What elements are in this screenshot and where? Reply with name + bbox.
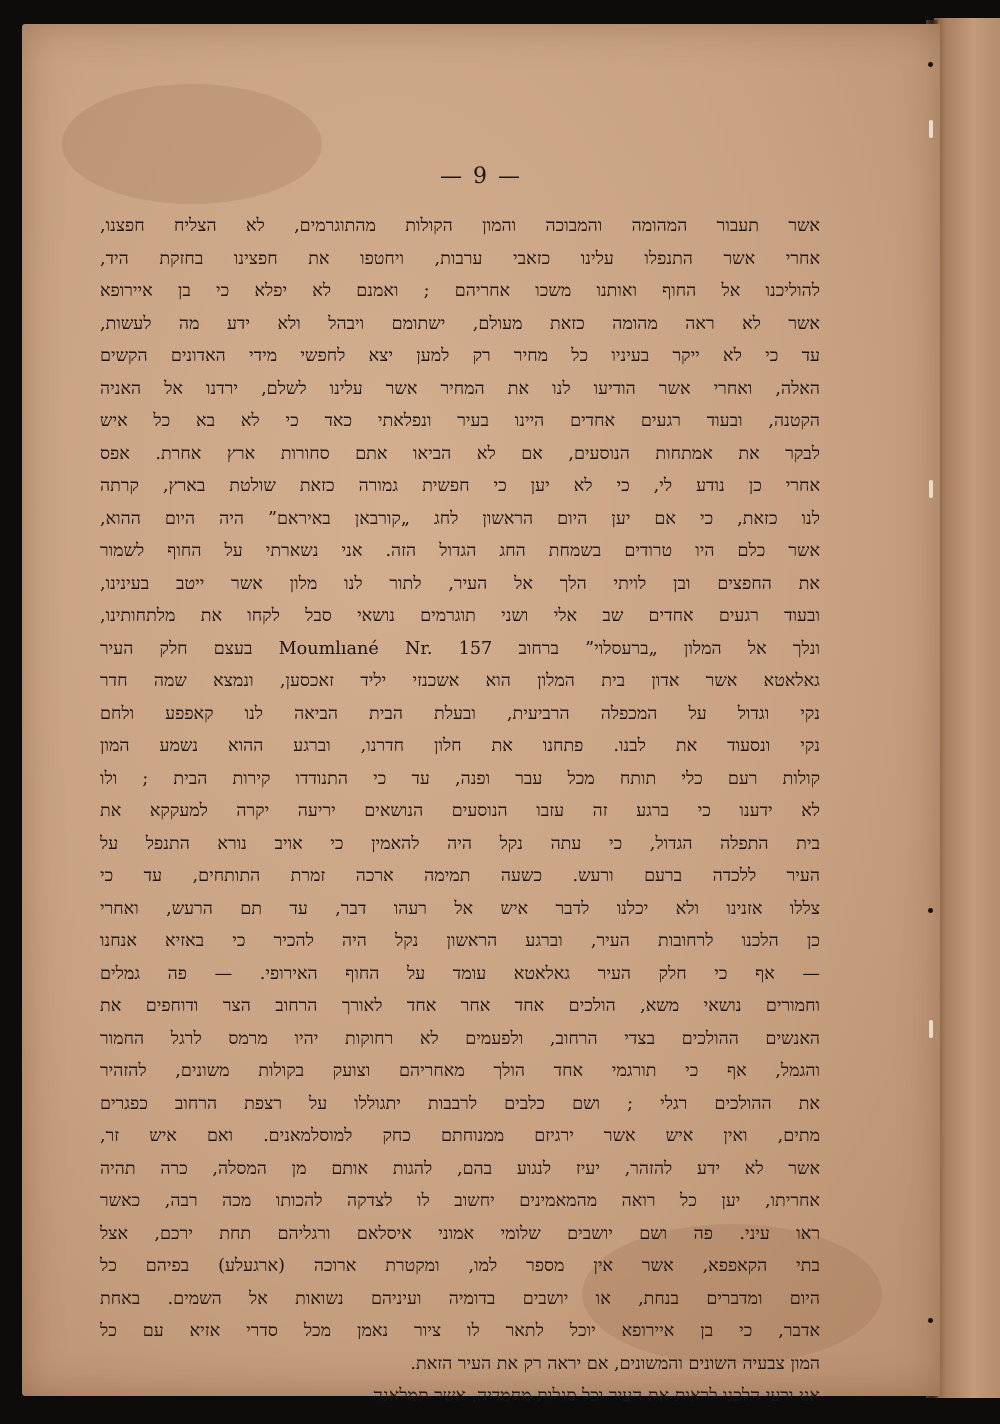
binding-mark <box>928 62 933 67</box>
text-line: הקטנה, ובעוד רגעים אחדים היינו בעיר ונפלאתי כאד כי לא בא כל איש <box>100 411 820 431</box>
text-line: את ההולכים רגלי ; ושם כלבים לרבבות יתגוללו על רצפת הרחוב כפגרים <box>100 1093 820 1114</box>
binding-stitch <box>929 1020 933 1038</box>
text-line: את החפצים ובן לויתי הלך אל העיר, לתור לנו מלון אשר ייטב בעינינו, <box>100 573 820 594</box>
text-line: אחרי כן נודע לי, כי לא יען כי חפשית גמורה כזאת שולטת בארץ, קרתה <box>100 476 820 496</box>
text-line: להוליכנו אל החוף ואותנו משכו אחריהם ; ואמנם לא יפלא כי בן איירופא <box>100 281 820 301</box>
text-line: והגמל, אף כי תורגמי אחד הולך מאחריהם וצועק בקולות משונים, להזהיר <box>100 1061 820 1081</box>
binding-mark <box>928 908 933 913</box>
text-line: ונלך אל המלון „ברעסלוי” ברחוב Moumlıané Nr. 157 בעצם חלק העיר <box>100 638 820 659</box>
text-line: אשר כלם היו טרודים בשמחת החג הגדול הזה. אני נשארתי על החוף לשמור <box>100 541 820 561</box>
text-line: העיר ללכדה ברעם ורעש. כשעה תמימה ארכה זמרת התותחים, עד כי <box>100 866 820 886</box>
text-line: היום ומדברים בנחת, או יושבים בדומיה ועיניהם נשואות אל השמים. באחת <box>100 1288 820 1309</box>
text-line: ובעוד רגעים אחדים שב אלי ושני תוגרמים נושאי סבל לקחו את מלתחותינו, <box>100 606 820 626</box>
text-line: וחמורים נושאי משא, הולכים אחד אחר אחד לאורך הרחוב הצר ודוחפים את <box>100 996 820 1016</box>
text-line: לא ידענו כי ברגע זה עזבו הנוסעים הנושאים יריעה יקרה למעקקא את <box>100 801 820 821</box>
text-line: אדבר, כי בן איירופא יוכל לתאר לו ציור נאמן מכל סדרי אזיא עם כל <box>100 1321 820 1341</box>
text-line: נקי ונסעוד את לבנו. פתחנו את חלון חדרנו, וברגע ההוא נשמע המון <box>100 736 820 756</box>
text-line: אשר לא ראה מהומה כזאת מעולם, ישתומם ויבהל ולא ידע מה לעשות, <box>100 313 820 334</box>
text-line: כן הלכנו לרחובות העיר, וברגע הראשון נקל היה להכיר כי באזיא אנחנו <box>100 931 820 951</box>
text-line: לבקר את אמתחות הנוסעים, אם לא הביאו אתם סחורות ארץ אחרת. אפס <box>100 443 820 464</box>
text-line: אני ורעי הלכנו לראות את העיר וכל סגלות מחמדיה, אשר תמלאנה <box>372 1386 820 1406</box>
text-line: האלה, ואחרי אשר הודיעו לנו את המחיר אשר עלינו לשלם, ירדנו אל האניה <box>100 378 820 399</box>
text-line: מתים, ואין איש אשר ירגיזם ממנוחתם כחק למוסלמאנים. ואם איש זר, <box>100 1126 820 1146</box>
book-page <box>22 24 940 1406</box>
page-number: — 9 — <box>440 164 522 189</box>
text-line: קולות רעם כלי תותח מכל עבר ופנה, עד כי התנודדו קירות הבית ; ולו <box>100 768 820 789</box>
binding-stitch <box>929 120 933 138</box>
page-text <box>100 210 820 1413</box>
text-line: בתי הקאפפא, אשר אין מספר למו, ומקטרת ארוכה (ארגעלע) בפיהם כל <box>100 1256 820 1276</box>
binding-stitch <box>929 480 933 498</box>
text-line: אחריתו, יען כל רואה מהמאמינים יחשוב לו לצדקה להכותו מכה רבה, כאשר <box>100 1191 820 1211</box>
text-line: בית התפלה הגדול, כי עתה נקל היה להאמין כי אויב נורא התנפל על <box>100 833 820 854</box>
binding-mark <box>928 1318 933 1323</box>
text-line: המון צבעיה השונים והמשונים, אם יראה רק את העיר הזאת. <box>410 1353 820 1374</box>
text-line: ראו עיני. פה ושם יושבים שלומי אמוני איסלאם ורגליהם תחת ירכם, אצל <box>100 1223 820 1244</box>
text-line: — אף כי חלק העיר גאלאטא עומד על החוף האירופי. — פה גמלים <box>100 963 820 984</box>
text-line: נקי וגדול על המכפלה הרביעית, ובעלת הבית הביאה לנו קאפפע ולחם <box>100 703 820 724</box>
text-line: גאלאטא אשר אדון בית המלון הוא אשכנזי יליד זאכסען, ונמצא שמה חדר <box>100 671 820 691</box>
text-line: לנו כזאת, כי אם יען היום הראשון לחג „קורבאן באיראם” היה היום ההוא, <box>100 508 820 529</box>
text-line: צללו אזנינו ולא יכלנו לדבר איש אל רעהו דבר, עד תם הרעש, ואחרי <box>100 898 820 919</box>
text-line: אשר תעבור המהומה והמבוכה והמון הקולות מהתוגרמים, לא הצליח חפצנו, <box>100 216 820 236</box>
text-line: אחרי אשר התנפלו עלינו כזאבי ערבות, ויחטפו את חפצינו בחזקת היד, <box>100 248 820 269</box>
text-line: האנשים ההולכים בצדי הרחוב, ולפעמים לא רחוקות יהיו מרמס לרגל החמור <box>100 1028 820 1049</box>
adjacent-page-edge <box>934 18 1000 1398</box>
text-line: אשר לא ידע להזהר, יעיז לנגוע בהם, להגות אותם מן המסלה, כרה תהיה <box>100 1158 820 1179</box>
text-line: עד כי לא ייקר בעיניו כל מחיר רק למען יצא לחפשי מידי האדונים הקשים <box>100 346 820 366</box>
